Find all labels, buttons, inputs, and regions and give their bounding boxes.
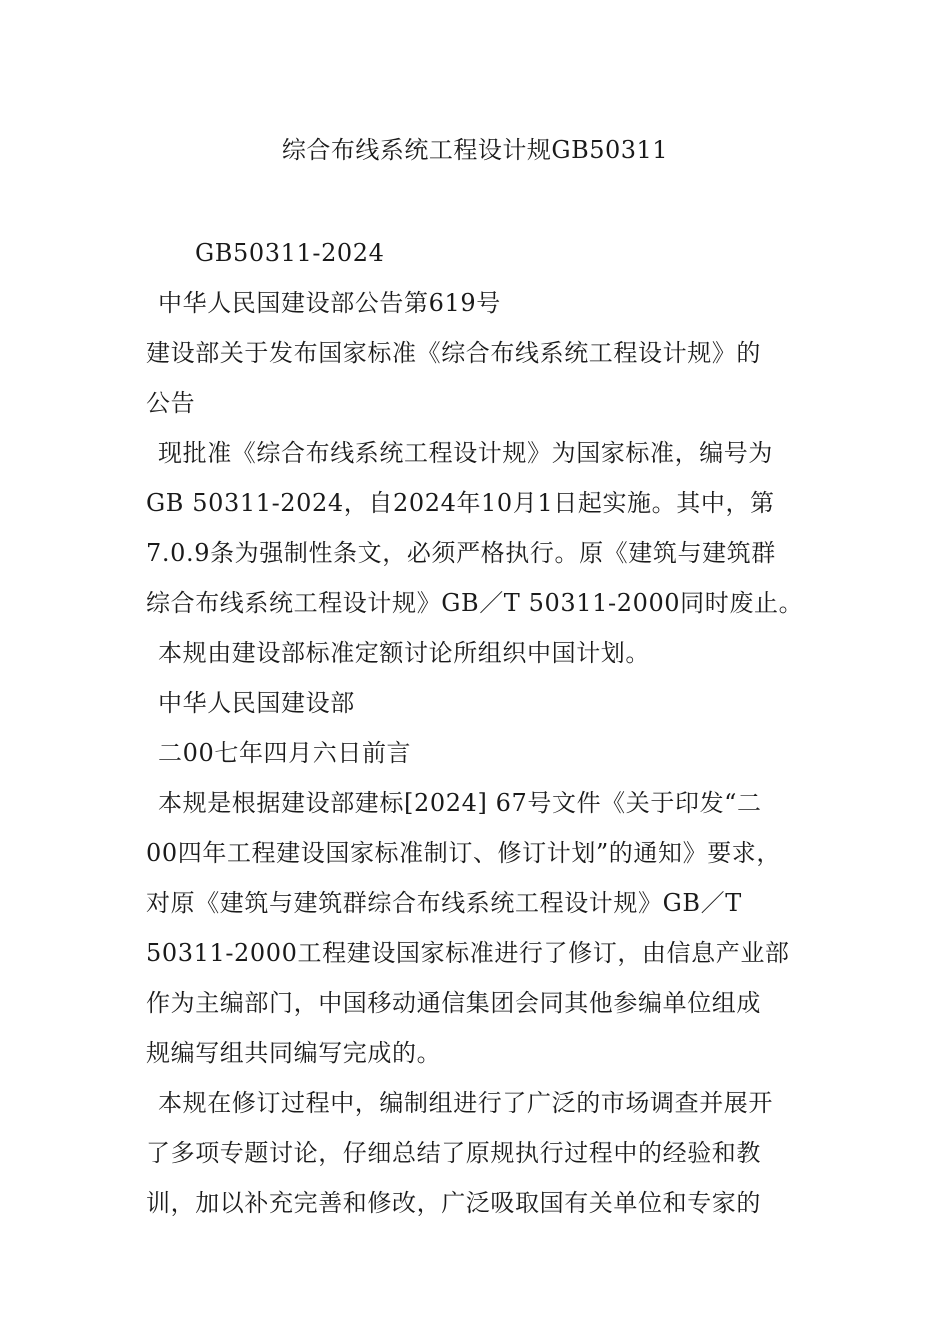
paragraph-line: 综合布线系统工程设计规》GB／T 50311-2000同时废止。 (146, 589, 804, 617)
paragraph-line: 现批准《综合布线系统工程设计规》为国家标准，编号为 (158, 439, 773, 467)
paragraph-line: 对原《建筑与建筑群综合布线系统工程设计规》GB／T (146, 889, 742, 917)
document-title: 综合布线系统工程设计规GB50311 (281, 136, 669, 164)
paragraph-line: 本规是根据建设部建标[2024] 67号文件《关于印发“二 (158, 789, 762, 817)
paragraph-line: 7.0.9条为强制性条文，必须严格执行。原《建筑与建筑群 (146, 539, 776, 567)
paragraph-line: 规编写组共同编写完成的。 (146, 1039, 442, 1067)
paragraph-line: 训，加以补充完善和修改，广泛吸取国有关单位和专家的 (146, 1189, 761, 1217)
announcement-heading-line: 建设部关于发布国家标准《综合布线系统工程设计规》的 (146, 339, 761, 367)
paragraph-line: 00四年工程建设国家标准制订、修订计划”的通知》要求， (146, 839, 782, 867)
paragraph-line: 本规在修订过程中，编制组进行了广泛的市场调查并展开 (158, 1089, 773, 1117)
announcement-heading-line-cont: 公告 (146, 389, 196, 417)
paragraph-line: 了多项专题讨论，仔细总结了原规执行过程中的经验和教 (146, 1139, 761, 1167)
paragraph-line: 作为主编部门，中国移动通信集团会同其他参编单位组成 (146, 989, 761, 1017)
announcement-number-line: 中华人民国建设部公告第619号 (158, 289, 501, 317)
standard-code-line: GB50311-2024 (195, 239, 385, 267)
paragraph-line: 50311-2000工程建设国家标准进行了修订，由信息产业部 (146, 939, 790, 967)
paragraph-line: GB 50311-2024，自2024年10月1日起实施。其中，第 (146, 489, 775, 517)
paragraph-line: 本规由建设部标准定额讨论所组织中国计划。 (158, 639, 650, 667)
date-preface-line: 二00七年四月六日前言 (158, 739, 412, 767)
issuer-line: 中华人民国建设部 (158, 689, 355, 717)
